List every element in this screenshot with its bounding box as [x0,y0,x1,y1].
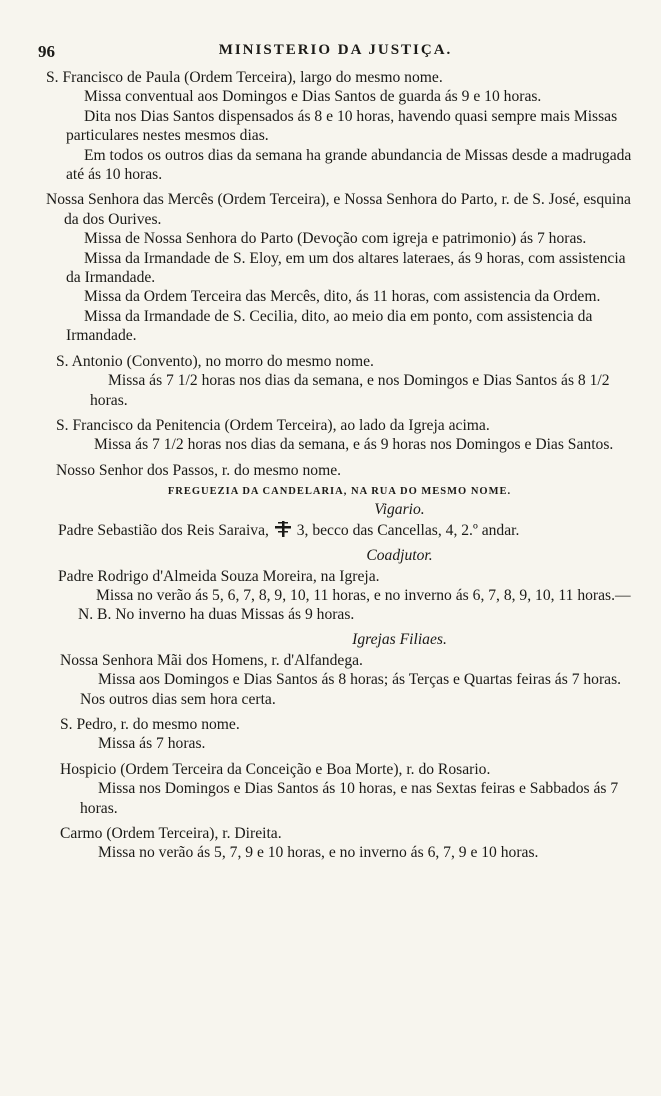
entry-hospicio [60,760,633,818]
entry-carmo [60,824,633,863]
entry-line: Missa conventual aos Domingos e Dias Santos de guarda ás 9 e 10 horas. [84,88,542,106]
entry-vigario [58,521,633,540]
page-header [38,42,633,64]
entry-mai-dos-homens [60,651,633,709]
page-number: 96 [38,42,55,61]
vigario-name: Padre Sebastião dos Reis Saraiva, [58,522,269,540]
entry-line: Missa ás 7 1/2 horas nos dias da semana, e ás 9 horas nos Domingos e Dias Santos. [94,436,614,454]
entry-line: Missa da Ordem Terceira das Mercês, dito, ás 11 horas, com assistencia da Ordem. [84,288,601,306]
entry-line: Em todos os outros dias da semana ha grande abundancia de Missas desde a madrugada até ás 10 horas. [66,146,632,184]
entry-nosso-senhor-dos-passos [46,461,633,480]
entry-nossa-senhora-das-merces [46,190,633,345]
entry-head: S. Francisco de Paula (Ordem Terceira), largo do mesmo nome. [46,69,443,86]
entry-sao-francisco-de-paula [46,68,633,184]
entry-head: Nosso Senhor dos Passos, r. do mesmo nome. [56,461,342,479]
entry-head: Nossa Senhora das Mercês (Ordem Terceira), e Nossa Senhora do Parto, r. de S. José, esquina da dos Ourives. [46,191,631,228]
running-title: MINISTERIO DA JUSTIÇA. [218,42,453,58]
entry-head: S. Antonio (Convento), no morro do mesmo nome. [56,352,374,370]
entry-coadjutor [58,567,633,625]
entry-head: Nossa Senhora Mãi dos Homens, r. d'Alfandega. [60,651,363,669]
entry-sao-pedro [60,715,633,754]
vigario-label: Vigario. [374,501,425,519]
entry-line: Dita nos Dias Santos dispensados ás 8 e 10 horas, havendo quasi sempre mais Missas particulares nestes mesmos dias. [66,107,618,145]
coadjutor-label: Coadjutor. [366,546,433,564]
entry-line: Missa da Irmandade de S. Eloy, em um dos altares lateraes, ás 9 horas, com assistencia da Irmandade. [66,249,626,287]
filiaes-label: Igrejas Filiaes. [352,630,447,648]
entry-line: Missa no verão ás 5, 7, 9 e 10 horas, e no inverno ás 6, 7, 9 e 10 horas. [98,844,539,862]
entry-head: Padre Rodrigo d'Almeida Souza Moreira, na Igreja. [58,567,380,585]
entry-line: Missa da Irmandade de S. Cecilia, dito, ao meio dia em ponto, com assistencia da Irmandade. [66,307,593,345]
vigario-address: 3, becco das Cancellas, 4, 2.º andar. [296,522,520,540]
freguezia-title: FREGUEZIA DA CANDELARIA, NA RUA DO MESMO NOME. [167,486,512,498]
entry-sao-francisco-da-penitencia [46,416,633,455]
cross-icon [273,521,293,537]
entry-line: Missa ás 7 horas. [98,735,206,753]
entry-line: Missa nos Domingos e Dias Santos ás 10 horas, e nas Sextas feiras e Sabbados ás 7 horas. [80,780,619,817]
vigario-line [58,521,633,540]
page-body [46,68,633,869]
entry-line: Missa aos Domingos e Dias Santos ás 8 horas; ás Terças e Quartas feiras ás 7 horas. Nos outros dias sem hora certa. [80,671,622,708]
entry-sao-antonio [46,352,633,410]
entry-line: Missa de Nossa Senhora do Parto (Devoção com igreja e patrimonio) ás 7 horas. [84,230,587,248]
entry-head: S. Francisco da Penitencia (Ordem Terceira), ao lado da Igreja acima. [56,416,490,434]
entry-head: Hospicio (Ordem Terceira da Conceição e Boa Morte), r. do Rosario. [60,760,491,778]
entry-head: Carmo (Ordem Terceira), r. Direita. [60,825,282,842]
entry-line: Missa ás 7 1/2 horas nos dias da semana, e nos Domingos e Dias Santos ás 8 1/2 horas. [90,372,610,409]
entry-head: S. Pedro, r. do mesmo nome. [60,715,240,733]
entry-line: Missa no verão ás 5, 6, 7, 8, 9, 10, 11 horas, e no inverno ás 6, 7, 8, 9, 10, 11 horas.—N. B. No inverno ha duas Missas ás 9 horas. [78,586,631,624]
